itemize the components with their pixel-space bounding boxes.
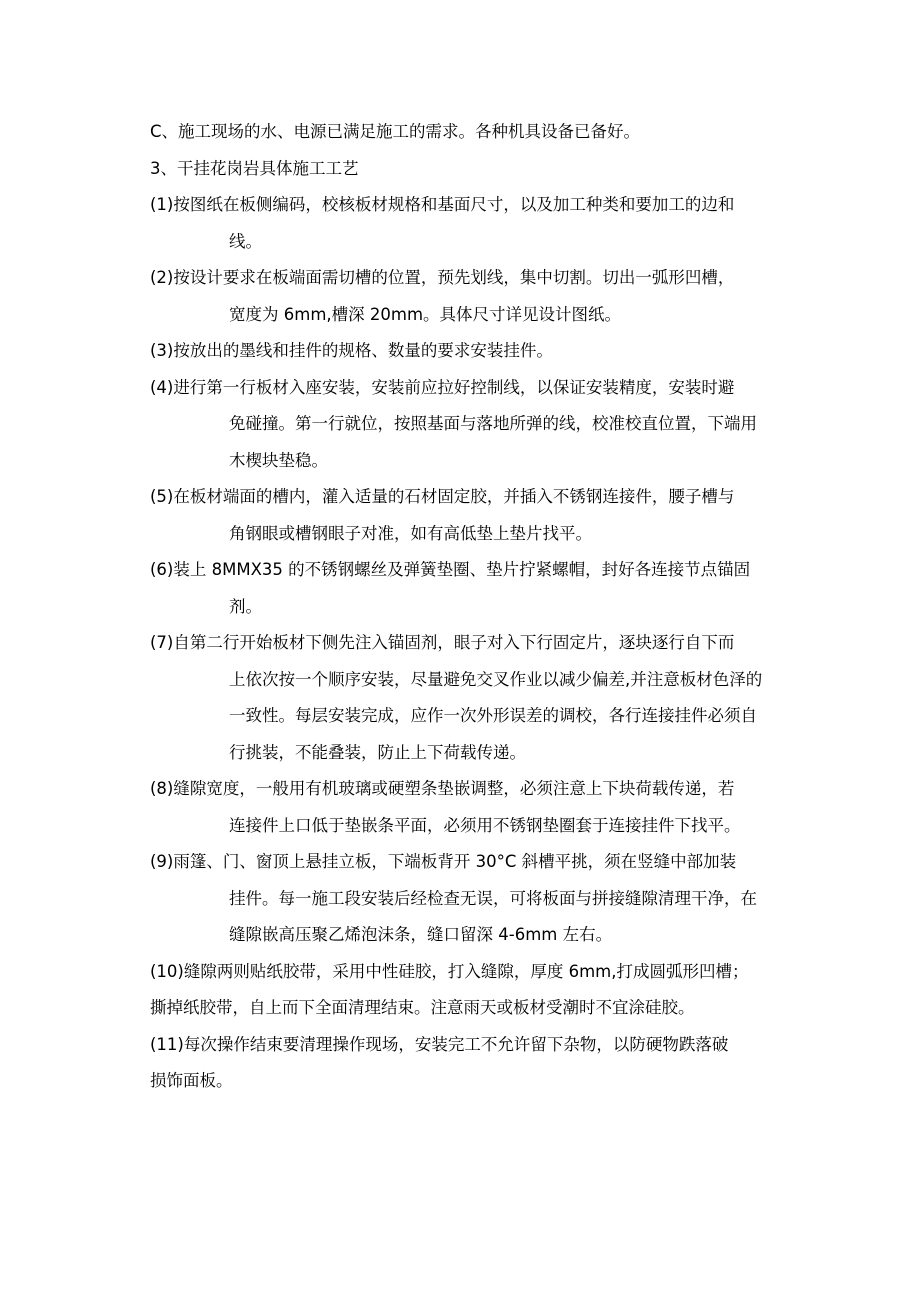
text-line: 免碰撞。第一行就位，按照基面与落地所弹的线，校准校直位置，下端用 [229,414,757,433]
text-line: 角钢眼或槽钢眼子对准，如有高低垫上垫片找平。 [229,523,592,543]
step-7 [150,625,790,771]
step-3 [150,333,790,370]
text-line: 3、干挂花岗岩具体施工工艺 [150,158,359,178]
text-line: 一致性。每层安装完成，应作一次外形误差的调校，各行连接挂件必须自 [229,706,757,725]
text-line: (2)按设计要求在板端面需切槽的位置，预先划线，集中切割。切出一弧形凹槽， [150,268,735,287]
document-body [150,114,790,1100]
text-line: 上依次按一个顺序安装，尽量避免交叉作业以减少偏差,并注意板材色泽的 [229,669,763,689]
text-line: 损饰面板。 [150,1071,233,1090]
text-line: 木楔块垫稳。 [229,450,328,470]
text-line: 撕掉纸胶带，自上而下全面清理结束。注意雨天或板材受潮时不宜涂硅胶。 [150,998,695,1017]
text-line: 行挑装，不能叠装，防止上下荷载传递。 [229,742,526,762]
text-line: (7)自第二行开始板材下侧先注入锚固剂，眼子对入下行固定片，逐块逐行自下而 [150,633,735,652]
step-2 [150,260,790,333]
step-6 [150,552,790,625]
text-line: 剂。 [229,596,262,616]
step-4 [150,370,790,480]
text-line: (8)缝隙宽度，一般用有机玻璃或硬塑条垫嵌调整，必须注意上下块荷载传递，若 [150,779,735,798]
step-11 [150,1027,790,1100]
text-line: (5)在板材端面的槽内，灌入适量的石材固定胶，并插入不锈钢连接件，腰子槽与 [150,487,735,506]
text-line: (1)按图纸在板侧编码，校核板材规格和基面尺寸，以及加工种类和要加工的边和 [150,195,735,214]
text-line: (9)雨篷、门、窗顶上悬挂立板，下端板背开 30°C 斜槽平挑，须在竖缝中部加装 [150,852,737,871]
text-line: (6)装上 8MMX35 的不锈钢螺丝及弹簧垫圈、垫片拧紧螺帽，封好各连接节点锚固 [150,560,751,579]
step-9 [150,844,790,954]
text-line: (10)缝隙两则贴纸胶带，采用中性硅胶，打入缝隙，厚度 6mm,打成圆弧形凹槽； [150,961,749,981]
text-line: 线。 [229,231,262,251]
text-line: 挂件。每一施工段安装后经检查无误，可将板面与拼接缝隙清理干净，在 [229,888,757,908]
text-line: C、施工现场的水、电源已满足施工的需求。各种机具设备已备好。 [150,122,641,141]
section-heading [150,151,790,188]
text-line: 宽度为 6mm,槽深 20mm。具体尺寸详见设计图纸。 [229,304,622,324]
step-1 [150,187,790,260]
paragraph-site-conditions [150,114,790,151]
text-line: (4)进行第一行板材入座安装，安装前应拉好控制线，以保证安装精度，安装时避 [150,377,735,397]
text-line: 缝隙嵌高压聚乙烯泡沫条，缝口留深 4-6mm 左右。 [229,925,613,944]
step-8 [150,771,790,844]
step-10 [150,954,790,1027]
step-5 [150,479,790,552]
text-line: (11)每次操作结束要清理操作现场，安装完工不允许留下杂物，以防硬物跌落破 [150,1034,729,1054]
text-line: (3)按放出的墨线和挂件的规格、数量的要求安装挂件。 [150,341,553,360]
text-line: 连接件上口低于垫嵌条平面，必须用不锈钢垫圈套于连接挂件下找平。 [229,815,741,835]
